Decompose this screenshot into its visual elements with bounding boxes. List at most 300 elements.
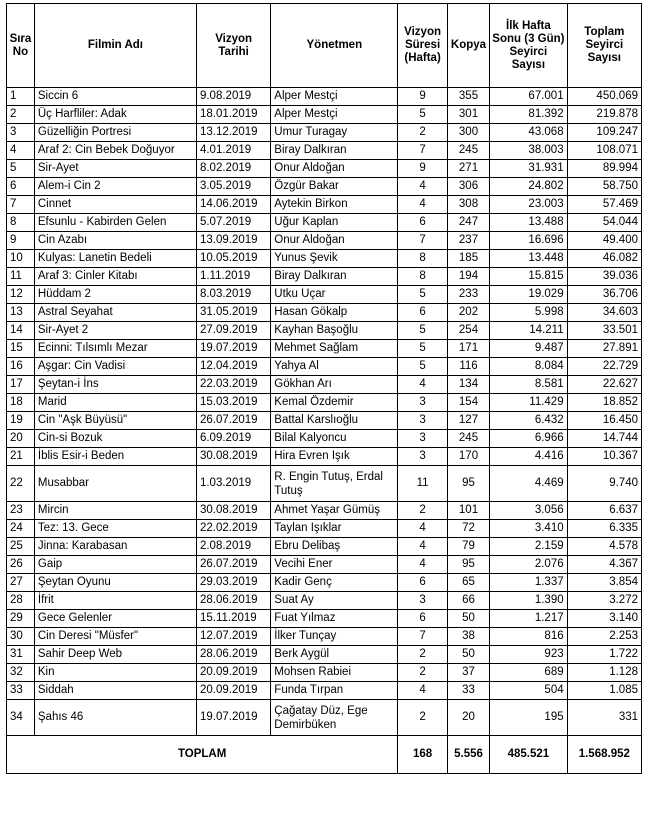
cell-title: Kulyas: Lanetin Bedeli: [34, 250, 196, 268]
cell-director: Umur Turagay: [271, 124, 398, 142]
header-director: Yönetmen: [271, 4, 398, 88]
cell-title: Araf 2: Cin Bebek Doğuyor: [34, 142, 196, 160]
cell-weeks: 6: [398, 610, 448, 628]
cell-release-date: 5.07.2019: [196, 214, 270, 232]
table-row: [7, 412, 642, 430]
cell-no: 15: [7, 340, 35, 358]
cell-no: 33: [7, 682, 35, 700]
cell-no: 20: [7, 430, 35, 448]
cell-title: Kin: [34, 664, 196, 682]
cell-title: Şeytan Oyunu: [34, 574, 196, 592]
cell-release-date: 29.03.2019: [196, 574, 270, 592]
cell-copies: 271: [447, 160, 489, 178]
cell-release-date: 19.07.2019: [196, 340, 270, 358]
cell-director: İlker Tunçay: [271, 628, 398, 646]
cell-director: Biray Dalkıran: [271, 268, 398, 286]
cell-release-date: 28.06.2019: [196, 592, 270, 610]
cell-first-weekend: 4.416: [490, 448, 567, 466]
table-row: [7, 610, 642, 628]
totals-first-weekend: 485.521: [490, 736, 567, 774]
cell-first-weekend: 67.001: [490, 88, 567, 106]
cell-release-date: 1.03.2019: [196, 466, 270, 502]
cell-first-weekend: 3.056: [490, 502, 567, 520]
table-row: [7, 250, 642, 268]
cell-no: 11: [7, 268, 35, 286]
cell-title: Hüddam 2: [34, 286, 196, 304]
cell-release-date: 27.09.2019: [196, 322, 270, 340]
cell-copies: 72: [447, 520, 489, 538]
cell-no: 23: [7, 502, 35, 520]
cell-weeks: 4: [398, 178, 448, 196]
cell-no: 17: [7, 376, 35, 394]
cell-first-weekend: 8.084: [490, 358, 567, 376]
table-row: [7, 664, 642, 682]
cell-title: İblis Esir-i Beden: [34, 448, 196, 466]
cell-no: 30: [7, 628, 35, 646]
cell-first-weekend: 13.448: [490, 250, 567, 268]
cell-release-date: 3.05.2019: [196, 178, 270, 196]
cell-release-date: 28.06.2019: [196, 646, 270, 664]
cell-title: Şeytan-i İns: [34, 376, 196, 394]
cell-copies: 79: [447, 538, 489, 556]
header-weeks: Vizyon Süresi (Hafta): [398, 4, 448, 88]
cell-first-weekend: 923: [490, 646, 567, 664]
cell-director: Ebru Delibaş: [271, 538, 398, 556]
cell-no: 7: [7, 196, 35, 214]
cell-no: 6: [7, 178, 35, 196]
cell-no: 10: [7, 250, 35, 268]
cell-director: Yunus Şevik: [271, 250, 398, 268]
cell-copies: 37: [447, 664, 489, 682]
cell-release-date: 13.09.2019: [196, 232, 270, 250]
cell-weeks: 2: [398, 646, 448, 664]
cell-copies: 95: [447, 556, 489, 574]
cell-title: Ecinni: Tılsımlı Mezar: [34, 340, 196, 358]
table-row: [7, 430, 642, 448]
cell-total-audience: 57.469: [567, 196, 641, 214]
cell-first-weekend: 16.696: [490, 232, 567, 250]
cell-weeks: 5: [398, 322, 448, 340]
cell-first-weekend: 2.076: [490, 556, 567, 574]
horror-films-table-container: [6, 3, 642, 774]
cell-director: Hira Evren Işık: [271, 448, 398, 466]
cell-no: 24: [7, 520, 35, 538]
cell-director: Kadir Genç: [271, 574, 398, 592]
cell-total-audience: 14.744: [567, 430, 641, 448]
cell-release-date: 15.03.2019: [196, 394, 270, 412]
cell-copies: 33: [447, 682, 489, 700]
cell-title: Siccin 6: [34, 88, 196, 106]
cell-weeks: 4: [398, 556, 448, 574]
header-title: Filmin Adı: [34, 4, 196, 88]
cell-release-date: 15.11.2019: [196, 610, 270, 628]
cell-copies: 20: [447, 700, 489, 736]
cell-director: Gökhan Arı: [271, 376, 398, 394]
cell-no: 2: [7, 106, 35, 124]
cell-release-date: 26.07.2019: [196, 412, 270, 430]
cell-title: Sir-Ayet 2: [34, 322, 196, 340]
cell-release-date: 30.08.2019: [196, 502, 270, 520]
cell-first-weekend: 504: [490, 682, 567, 700]
cell-weeks: 3: [398, 412, 448, 430]
cell-copies: 185: [447, 250, 489, 268]
cell-copies: 50: [447, 646, 489, 664]
cell-release-date: 2.08.2019: [196, 538, 270, 556]
cell-no: 29: [7, 610, 35, 628]
cell-copies: 65: [447, 574, 489, 592]
cell-no: 13: [7, 304, 35, 322]
cell-director: Berk Aygül: [271, 646, 398, 664]
cell-first-weekend: 23.003: [490, 196, 567, 214]
cell-title: Marid: [34, 394, 196, 412]
cell-copies: 202: [447, 304, 489, 322]
table-row: [7, 286, 642, 304]
cell-first-weekend: 195: [490, 700, 567, 736]
table-row: [7, 358, 642, 376]
cell-title: Cin "Aşk Büyüsü": [34, 412, 196, 430]
cell-total-audience: 33.501: [567, 322, 641, 340]
cell-total-audience: 109.247: [567, 124, 641, 142]
cell-no: 4: [7, 142, 35, 160]
totals-total-audience: 1.568.952: [567, 736, 641, 774]
cell-no: 34: [7, 700, 35, 736]
cell-title: Gece Gelenler: [34, 610, 196, 628]
cell-copies: 170: [447, 448, 489, 466]
cell-first-weekend: 6.432: [490, 412, 567, 430]
cell-total-audience: 22.729: [567, 358, 641, 376]
cell-first-weekend: 1.217: [490, 610, 567, 628]
cell-title: Şahıs 46: [34, 700, 196, 736]
cell-total-audience: 1.128: [567, 664, 641, 682]
cell-first-weekend: 1.337: [490, 574, 567, 592]
cell-copies: 237: [447, 232, 489, 250]
cell-title: Aşgar: Cin Vadisi: [34, 358, 196, 376]
cell-total-audience: 6.335: [567, 520, 641, 538]
cell-weeks: 3: [398, 592, 448, 610]
cell-copies: 194: [447, 268, 489, 286]
cell-first-weekend: 81.392: [490, 106, 567, 124]
cell-total-audience: 16.450: [567, 412, 641, 430]
table-header: [7, 4, 642, 88]
cell-first-weekend: 14.211: [490, 322, 567, 340]
cell-copies: 245: [447, 142, 489, 160]
cell-release-date: 4.01.2019: [196, 142, 270, 160]
cell-release-date: 12.07.2019: [196, 628, 270, 646]
cell-first-weekend: 38.003: [490, 142, 567, 160]
cell-title: Sir-Ayet: [34, 160, 196, 178]
cell-release-date: 20.09.2019: [196, 664, 270, 682]
cell-release-date: 13.12.2019: [196, 124, 270, 142]
cell-no: 19: [7, 412, 35, 430]
cell-title: Araf 3: Cinler Kitabı: [34, 268, 196, 286]
cell-total-audience: 22.627: [567, 376, 641, 394]
cell-no: 14: [7, 322, 35, 340]
cell-director: Bilal Kalyoncu: [271, 430, 398, 448]
table-row: [7, 322, 642, 340]
cell-total-audience: 10.367: [567, 448, 641, 466]
cell-weeks: 8: [398, 268, 448, 286]
cell-total-audience: 3.272: [567, 592, 641, 610]
cell-total-audience: 9.740: [567, 466, 641, 502]
cell-title: Güzelliğin Portresi: [34, 124, 196, 142]
cell-title: Siddah: [34, 682, 196, 700]
cell-copies: 254: [447, 322, 489, 340]
cell-copies: 154: [447, 394, 489, 412]
table-row: [7, 520, 642, 538]
table-row: [7, 682, 642, 700]
cell-weeks: 4: [398, 682, 448, 700]
cell-first-weekend: 11.429: [490, 394, 567, 412]
cell-release-date: 8.02.2019: [196, 160, 270, 178]
cell-title: Tez: 13. Gece: [34, 520, 196, 538]
cell-weeks: 5: [398, 340, 448, 358]
table-row: [7, 700, 642, 736]
cell-title: Gaip: [34, 556, 196, 574]
cell-copies: 300: [447, 124, 489, 142]
cell-no: 18: [7, 394, 35, 412]
cell-copies: 127: [447, 412, 489, 430]
cell-title: Alem-i Cin 2: [34, 178, 196, 196]
cell-total-audience: 89.994: [567, 160, 641, 178]
table-row: [7, 646, 642, 664]
cell-first-weekend: 8.581: [490, 376, 567, 394]
table-row: [7, 448, 642, 466]
cell-total-audience: 4.367: [567, 556, 641, 574]
cell-first-weekend: 31.931: [490, 160, 567, 178]
totals-row: [7, 736, 642, 774]
cell-no: 21: [7, 448, 35, 466]
cell-no: 8: [7, 214, 35, 232]
cell-no: 31: [7, 646, 35, 664]
table-row: [7, 178, 642, 196]
cell-director: Suat Ay: [271, 592, 398, 610]
cell-total-audience: 331: [567, 700, 641, 736]
cell-first-weekend: 15.815: [490, 268, 567, 286]
cell-weeks: 2: [398, 124, 448, 142]
cell-director: Onur Aldoğan: [271, 232, 398, 250]
cell-first-weekend: 43.068: [490, 124, 567, 142]
cell-director: Kemal Özdemir: [271, 394, 398, 412]
totals-copies: 5.556: [447, 736, 489, 774]
table-row: [7, 196, 642, 214]
table-row: [7, 304, 642, 322]
cell-director: Vecihi Ener: [271, 556, 398, 574]
cell-total-audience: 1.085: [567, 682, 641, 700]
table-row: [7, 628, 642, 646]
cell-director: Fuat Yılmaz: [271, 610, 398, 628]
cell-total-audience: 219.878: [567, 106, 641, 124]
cell-copies: 306: [447, 178, 489, 196]
cell-title: Sahir Deep Web: [34, 646, 196, 664]
cell-no: 32: [7, 664, 35, 682]
cell-copies: 245: [447, 430, 489, 448]
cell-weeks: 4: [398, 520, 448, 538]
cell-total-audience: 3.140: [567, 610, 641, 628]
cell-total-audience: 18.852: [567, 394, 641, 412]
cell-first-weekend: 689: [490, 664, 567, 682]
cell-first-weekend: 1.390: [490, 592, 567, 610]
cell-total-audience: 6.637: [567, 502, 641, 520]
header-copies: Kopya: [447, 4, 489, 88]
cell-copies: 301: [447, 106, 489, 124]
cell-director: Özgür Bakar: [271, 178, 398, 196]
table-footer: [7, 736, 642, 774]
cell-no: 26: [7, 556, 35, 574]
cell-total-audience: 3.854: [567, 574, 641, 592]
cell-release-date: 22.02.2019: [196, 520, 270, 538]
cell-total-audience: 49.400: [567, 232, 641, 250]
cell-no: 16: [7, 358, 35, 376]
cell-no: 1: [7, 88, 35, 106]
cell-director: Hasan Gökalp: [271, 304, 398, 322]
cell-weeks: 7: [398, 628, 448, 646]
cell-first-weekend: 19.029: [490, 286, 567, 304]
cell-weeks: 5: [398, 358, 448, 376]
cell-director: Biray Dalkıran: [271, 142, 398, 160]
cell-weeks: 11: [398, 466, 448, 502]
cell-total-audience: 34.603: [567, 304, 641, 322]
cell-first-weekend: 5.998: [490, 304, 567, 322]
header-first-weekend: İlk Hafta Sonu (3 Gün) Seyirci Sayısı: [490, 4, 567, 88]
table-row: [7, 124, 642, 142]
cell-title: Mircin: [34, 502, 196, 520]
cell-weeks: 5: [398, 106, 448, 124]
cell-first-weekend: 6.966: [490, 430, 567, 448]
cell-release-date: 26.07.2019: [196, 556, 270, 574]
cell-release-date: 19.07.2019: [196, 700, 270, 736]
cell-director: Utku Uçar: [271, 286, 398, 304]
cell-director: Yahya Al: [271, 358, 398, 376]
cell-director: Taylan Işıklar: [271, 520, 398, 538]
cell-director: Kayhan Başoğlu: [271, 322, 398, 340]
cell-director: Çağatay Düz, Ege Demirbüken: [271, 700, 398, 736]
cell-weeks: 3: [398, 394, 448, 412]
cell-release-date: 31.05.2019: [196, 304, 270, 322]
table-row: [7, 502, 642, 520]
cell-total-audience: 54.044: [567, 214, 641, 232]
table-row: [7, 88, 642, 106]
cell-weeks: 7: [398, 232, 448, 250]
cell-title: Cin-si Bozuk: [34, 430, 196, 448]
cell-weeks: 7: [398, 142, 448, 160]
cell-no: 28: [7, 592, 35, 610]
cell-title: Efsunlu - Kabirden Gelen: [34, 214, 196, 232]
cell-first-weekend: 816: [490, 628, 567, 646]
cell-title: Üç Harfliler: Adak: [34, 106, 196, 124]
cell-no: 22: [7, 466, 35, 502]
cell-no: 3: [7, 124, 35, 142]
cell-no: 9: [7, 232, 35, 250]
cell-first-weekend: 24.802: [490, 178, 567, 196]
cell-total-audience: 46.082: [567, 250, 641, 268]
table-row: [7, 574, 642, 592]
cell-title: Musabbar: [34, 466, 196, 502]
cell-director: Uğur Kaplan: [271, 214, 398, 232]
cell-first-weekend: 4.469: [490, 466, 567, 502]
cell-director: Ahmet Yaşar Gümüş: [271, 502, 398, 520]
cell-weeks: 4: [398, 538, 448, 556]
cell-title: Cin Azabı: [34, 232, 196, 250]
cell-total-audience: 108.071: [567, 142, 641, 160]
cell-weeks: 3: [398, 448, 448, 466]
cell-total-audience: 58.750: [567, 178, 641, 196]
cell-director: Alper Mestçi: [271, 88, 398, 106]
table-row: [7, 106, 642, 124]
cell-no: 12: [7, 286, 35, 304]
cell-director: Alper Mestçi: [271, 106, 398, 124]
cell-no: 25: [7, 538, 35, 556]
cell-weeks: 8: [398, 250, 448, 268]
cell-release-date: 10.05.2019: [196, 250, 270, 268]
cell-release-date: 20.09.2019: [196, 682, 270, 700]
cell-copies: 134: [447, 376, 489, 394]
cell-release-date: 14.06.2019: [196, 196, 270, 214]
cell-title: İfrit: [34, 592, 196, 610]
cell-release-date: 12.04.2019: [196, 358, 270, 376]
cell-copies: 116: [447, 358, 489, 376]
cell-total-audience: 39.036: [567, 268, 641, 286]
cell-release-date: 30.08.2019: [196, 448, 270, 466]
cell-weeks: 4: [398, 196, 448, 214]
cell-copies: 308: [447, 196, 489, 214]
cell-weeks: 2: [398, 700, 448, 736]
cell-weeks: 9: [398, 88, 448, 106]
cell-title: Astral Seyahat: [34, 304, 196, 322]
table-row: [7, 376, 642, 394]
cell-first-weekend: 13.488: [490, 214, 567, 232]
header-release-date: Vizyon Tarihi: [196, 4, 270, 88]
cell-director: Aytekin Birkon: [271, 196, 398, 214]
cell-release-date: 1.11.2019: [196, 268, 270, 286]
cell-total-audience: 4.578: [567, 538, 641, 556]
cell-weeks: 6: [398, 574, 448, 592]
cell-copies: 95: [447, 466, 489, 502]
cell-weeks: 2: [398, 664, 448, 682]
table-row: [7, 232, 642, 250]
table-row: [7, 592, 642, 610]
cell-copies: 38: [447, 628, 489, 646]
cell-release-date: 22.03.2019: [196, 376, 270, 394]
cell-release-date: 9.08.2019: [196, 88, 270, 106]
table-row: [7, 538, 642, 556]
cell-weeks: 4: [398, 376, 448, 394]
cell-copies: 101: [447, 502, 489, 520]
cell-copies: 355: [447, 88, 489, 106]
header-no: Sıra No: [7, 4, 35, 88]
cell-release-date: 18.01.2019: [196, 106, 270, 124]
cell-director: R. Engin Tutuş, Erdal Tutuş: [271, 466, 398, 502]
cell-weeks: 6: [398, 214, 448, 232]
cell-total-audience: 450.069: [567, 88, 641, 106]
cell-total-audience: 27.891: [567, 340, 641, 358]
cell-total-audience: 36.706: [567, 286, 641, 304]
table-row: [7, 394, 642, 412]
cell-copies: 233: [447, 286, 489, 304]
cell-weeks: 2: [398, 502, 448, 520]
totals-weeks: 168: [398, 736, 448, 774]
table-row: [7, 160, 642, 178]
table-row: [7, 466, 642, 502]
cell-release-date: 8.03.2019: [196, 286, 270, 304]
cell-weeks: 3: [398, 430, 448, 448]
cell-total-audience: 2.253: [567, 628, 641, 646]
cell-total-audience: 1.722: [567, 646, 641, 664]
cell-no: 27: [7, 574, 35, 592]
cell-copies: 50: [447, 610, 489, 628]
cell-weeks: 9: [398, 160, 448, 178]
cell-weeks: 5: [398, 286, 448, 304]
cell-no: 5: [7, 160, 35, 178]
